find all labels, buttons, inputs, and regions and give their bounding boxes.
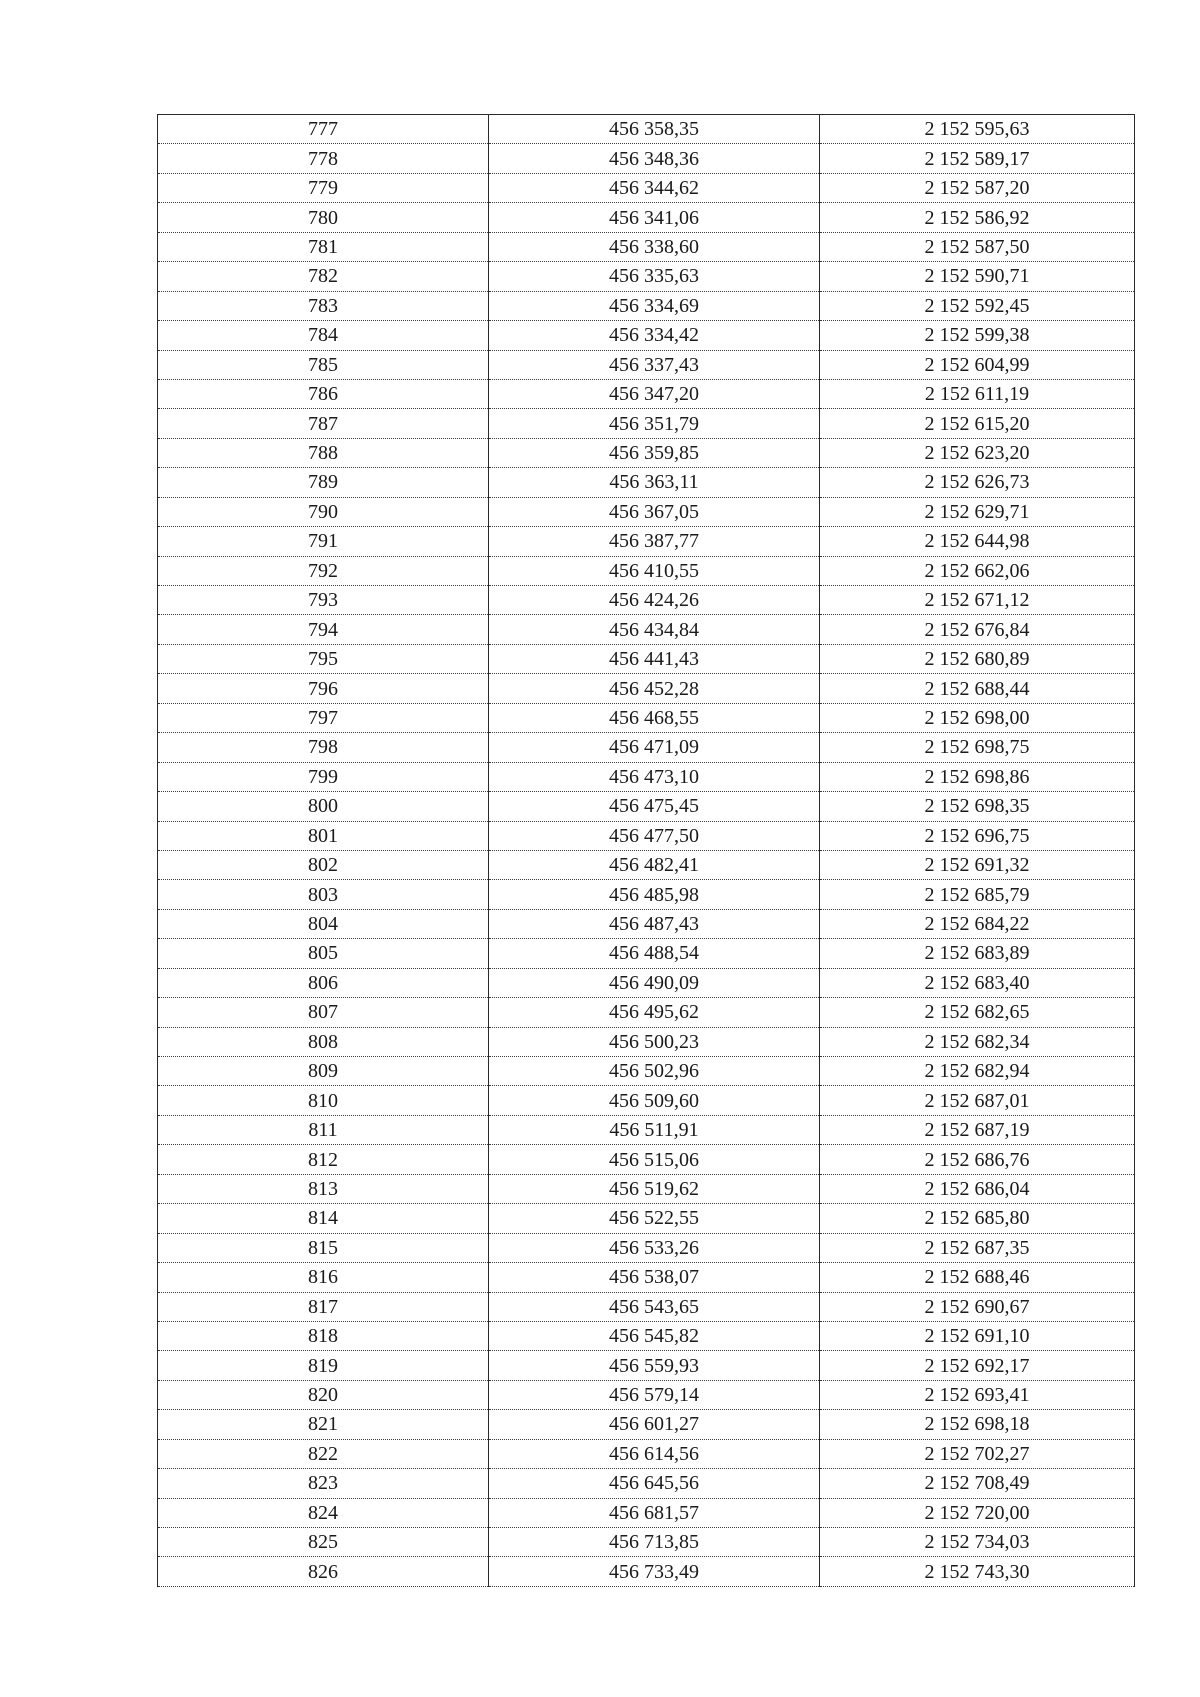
x-coordinate-cell: 456 519,62 (489, 1174, 820, 1203)
x-coordinate-cell: 456 434,84 (489, 615, 820, 644)
coordinates-table-body (158, 115, 1135, 1587)
table-row (158, 644, 1135, 673)
point-number-cell: 783 (158, 291, 489, 320)
x-coordinate-cell: 456 495,62 (489, 998, 820, 1027)
x-coordinate-cell: 456 488,54 (489, 939, 820, 968)
x-coordinate-cell: 456 351,79 (489, 409, 820, 438)
y-coordinate-cell: 2 152 626,73 (820, 468, 1135, 497)
y-coordinate-cell: 2 152 685,80 (820, 1204, 1135, 1233)
y-coordinate-cell: 2 152 708,49 (820, 1469, 1135, 1498)
x-coordinate-cell: 456 410,55 (489, 556, 820, 585)
point-number-cell: 797 (158, 703, 489, 732)
x-coordinate-cell: 456 538,07 (489, 1263, 820, 1292)
y-coordinate-cell: 2 152 698,18 (820, 1410, 1135, 1439)
y-coordinate-cell: 2 152 743,30 (820, 1557, 1135, 1586)
table-row (158, 556, 1135, 585)
point-number-cell: 819 (158, 1351, 489, 1380)
y-coordinate-cell: 2 152 683,89 (820, 939, 1135, 968)
x-coordinate-cell: 456 482,41 (489, 850, 820, 879)
point-number-cell: 780 (158, 203, 489, 232)
x-coordinate-cell: 456 533,26 (489, 1233, 820, 1262)
point-number-cell: 812 (158, 1145, 489, 1174)
y-coordinate-cell: 2 152 687,19 (820, 1115, 1135, 1144)
x-coordinate-cell: 456 477,50 (489, 821, 820, 850)
x-coordinate-cell: 456 367,05 (489, 497, 820, 526)
table-row (158, 321, 1135, 350)
point-number-cell: 794 (158, 615, 489, 644)
table-row (158, 674, 1135, 703)
x-coordinate-cell: 456 713,85 (489, 1528, 820, 1557)
x-coordinate-cell: 456 334,69 (489, 291, 820, 320)
point-number-cell: 802 (158, 850, 489, 879)
table-row (158, 1321, 1135, 1350)
table-row (158, 173, 1135, 202)
table-row (158, 880, 1135, 909)
y-coordinate-cell: 2 152 698,75 (820, 733, 1135, 762)
table-row (158, 497, 1135, 526)
point-number-cell: 805 (158, 939, 489, 968)
point-number-cell: 788 (158, 438, 489, 467)
x-coordinate-cell: 456 341,06 (489, 203, 820, 232)
point-number-cell: 796 (158, 674, 489, 703)
x-coordinate-cell: 456 502,96 (489, 1057, 820, 1086)
table-row (158, 968, 1135, 997)
x-coordinate-cell: 456 490,09 (489, 968, 820, 997)
y-coordinate-cell: 2 152 686,04 (820, 1174, 1135, 1203)
table-row (158, 1528, 1135, 1557)
y-coordinate-cell: 2 152 687,01 (820, 1086, 1135, 1115)
y-coordinate-cell: 2 152 662,06 (820, 556, 1135, 585)
coordinates-table (157, 114, 1135, 1587)
point-number-cell: 804 (158, 909, 489, 938)
point-number-cell: 820 (158, 1380, 489, 1409)
table-row (158, 1115, 1135, 1144)
y-coordinate-cell: 2 152 587,50 (820, 232, 1135, 261)
point-number-cell: 815 (158, 1233, 489, 1262)
table-row (158, 998, 1135, 1027)
table-row (158, 939, 1135, 968)
point-number-cell: 818 (158, 1321, 489, 1350)
y-coordinate-cell: 2 152 671,12 (820, 586, 1135, 615)
y-coordinate-cell: 2 152 680,89 (820, 644, 1135, 673)
table-row (158, 850, 1135, 879)
y-coordinate-cell: 2 152 604,99 (820, 350, 1135, 379)
y-coordinate-cell: 2 152 595,63 (820, 115, 1135, 144)
point-number-cell: 823 (158, 1469, 489, 1498)
y-coordinate-cell: 2 152 687,35 (820, 1233, 1135, 1262)
x-coordinate-cell: 456 335,63 (489, 262, 820, 291)
point-number-cell: 777 (158, 115, 489, 144)
table-row (158, 762, 1135, 791)
table-row (158, 703, 1135, 732)
point-number-cell: 816 (158, 1263, 489, 1292)
y-coordinate-cell: 2 152 682,34 (820, 1027, 1135, 1056)
x-coordinate-cell: 456 337,43 (489, 350, 820, 379)
x-coordinate-cell: 456 543,65 (489, 1292, 820, 1321)
table-row (158, 1263, 1135, 1292)
point-number-cell: 779 (158, 173, 489, 202)
y-coordinate-cell: 2 152 720,00 (820, 1498, 1135, 1527)
point-number-cell: 826 (308, 1560, 338, 1583)
table-row (158, 1027, 1135, 1056)
table-row (158, 232, 1135, 261)
y-coordinate-cell: 2 152 644,98 (820, 527, 1135, 556)
x-coordinate-cell: 456 475,45 (489, 792, 820, 821)
point-number-cell: 809 (158, 1057, 489, 1086)
y-coordinate-cell: 2 152 698,35 (820, 792, 1135, 821)
y-coordinate-cell: 2 152 590,71 (820, 262, 1135, 291)
point-number-cell: 806 (158, 968, 489, 997)
x-coordinate-cell: 456 334,42 (489, 321, 820, 350)
point-number-cell: 778 (158, 144, 489, 173)
point-number-cell: 801 (158, 821, 489, 850)
point-number-cell: 784 (158, 321, 489, 350)
x-coordinate-cell: 456 485,98 (489, 880, 820, 909)
table-row (158, 1498, 1135, 1527)
point-number-cell: 791 (158, 527, 489, 556)
point-number-cell: 792 (158, 556, 489, 585)
x-coordinate-cell: 456 363,11 (489, 468, 820, 497)
table-row (158, 792, 1135, 821)
x-coordinate-cell: 456 471,09 (489, 733, 820, 762)
table-row (158, 409, 1135, 438)
table-row (158, 115, 1135, 144)
x-coordinate-cell: 456 500,23 (489, 1027, 820, 1056)
table-row (158, 615, 1135, 644)
table-row (158, 527, 1135, 556)
point-number-cell: 790 (158, 497, 489, 526)
x-coordinate-cell: 456 545,82 (489, 1321, 820, 1350)
table-row (158, 1233, 1135, 1262)
table-row (158, 1204, 1135, 1233)
y-coordinate-cell: 2 152 684,22 (820, 909, 1135, 938)
point-number-cell: 782 (158, 262, 489, 291)
y-coordinate-cell: 2 152 688,46 (820, 1263, 1135, 1292)
y-coordinate-cell: 2 152 589,17 (820, 144, 1135, 173)
y-coordinate-cell: 2 152 686,76 (820, 1145, 1135, 1174)
table-row (158, 203, 1135, 232)
table-row (158, 1469, 1135, 1498)
y-coordinate-cell: 2 152 691,32 (820, 850, 1135, 879)
table-row (158, 262, 1135, 291)
y-coordinate-cell: 2 152 586,92 (820, 203, 1135, 232)
y-coordinate-cell: 2 152 734,03 (820, 1528, 1135, 1557)
table-row (158, 1086, 1135, 1115)
x-coordinate-cell: 456 468,55 (489, 703, 820, 732)
y-coordinate-cell: 2 152 615,20 (820, 409, 1135, 438)
y-coordinate-cell: 2 152 698,00 (820, 703, 1135, 732)
y-coordinate-cell: 2 152 702,27 (820, 1439, 1135, 1468)
x-coordinate-cell: 456 511,91 (489, 1115, 820, 1144)
point-number-cell: 803 (158, 880, 489, 909)
x-coordinate-cell: 456 347,20 (489, 379, 820, 408)
point-number-cell: 781 (158, 232, 489, 261)
x-coordinate-cell: 456 387,77 (489, 527, 820, 556)
table-row (158, 379, 1135, 408)
table-row (158, 586, 1135, 615)
y-coordinate-cell: 2 152 676,84 (820, 615, 1135, 644)
y-coordinate-cell: 2 152 688,44 (820, 674, 1135, 703)
x-coordinate-cell: 456 733,49 (489, 1557, 820, 1586)
y-coordinate-cell: 2 152 611,19 (820, 379, 1135, 408)
point-number-cell: 821 (158, 1410, 489, 1439)
x-coordinate-cell: 456 515,06 (489, 1145, 820, 1174)
point-number-cell: 798 (158, 733, 489, 762)
point-number-cell: 807 (158, 998, 489, 1027)
x-coordinate-cell: 456 559,93 (489, 1351, 820, 1380)
x-coordinate-cell: 456 645,56 (489, 1469, 820, 1498)
table-row (158, 1174, 1135, 1203)
table-row (158, 821, 1135, 850)
table-row (158, 1292, 1135, 1321)
y-coordinate-cell: 2 152 683,40 (820, 968, 1135, 997)
point-number-cell: 800 (158, 792, 489, 821)
y-coordinate-cell: 2 152 587,20 (820, 173, 1135, 202)
point-number-cell: 786 (158, 379, 489, 408)
table-row (158, 733, 1135, 762)
table-row (158, 468, 1135, 497)
table-row (158, 438, 1135, 467)
point-number-cell: 814 (158, 1204, 489, 1233)
y-coordinate-cell: 2 152 682,94 (820, 1057, 1135, 1086)
x-coordinate-cell: 456 359,85 (489, 438, 820, 467)
point-number-cell: 810 (158, 1086, 489, 1115)
x-coordinate-cell: 456 441,43 (489, 644, 820, 673)
point-number-cell: 799 (158, 762, 489, 791)
point-number-cell: 822 (158, 1439, 489, 1468)
y-coordinate-cell: 2 152 691,10 (820, 1321, 1135, 1350)
table-row (158, 1557, 1135, 1586)
x-coordinate-cell: 456 344,62 (489, 173, 820, 202)
point-number-cell: 825 (158, 1528, 489, 1557)
table-row (158, 909, 1135, 938)
y-coordinate-cell: 2 152 696,75 (820, 821, 1135, 850)
y-coordinate-cell: 2 152 690,67 (820, 1292, 1135, 1321)
x-coordinate-cell: 456 509,60 (489, 1086, 820, 1115)
x-coordinate-cell: 456 348,36 (489, 144, 820, 173)
point-number-cell: 813 (158, 1174, 489, 1203)
table-row (158, 1351, 1135, 1380)
y-coordinate-cell: 2 152 692,17 (820, 1351, 1135, 1380)
x-coordinate-cell: 456 338,60 (489, 232, 820, 261)
point-number-cell: 811 (158, 1115, 489, 1144)
point-number-cell: 789 (158, 468, 489, 497)
point-number-cell: 793 (158, 586, 489, 615)
point-number-cell: 785 (158, 350, 489, 379)
table-row (158, 350, 1135, 379)
table-row (158, 1145, 1135, 1174)
x-coordinate-cell: 456 452,28 (489, 674, 820, 703)
x-coordinate-cell: 456 601,27 (489, 1410, 820, 1439)
point-number-cell: 795 (158, 644, 489, 673)
x-coordinate-cell: 456 522,55 (489, 1204, 820, 1233)
point-number-cell: 817 (158, 1292, 489, 1321)
table-row (158, 1410, 1135, 1439)
y-coordinate-cell: 2 152 623,20 (820, 438, 1135, 467)
x-coordinate-cell: 456 424,26 (489, 586, 820, 615)
x-coordinate-cell: 456 681,57 (489, 1498, 820, 1527)
point-number-cell: 824 (158, 1498, 489, 1527)
y-coordinate-cell: 2 152 629,71 (820, 497, 1135, 526)
x-coordinate-cell: 456 487,43 (489, 909, 820, 938)
point-number-cell: 808 (158, 1027, 489, 1056)
x-coordinate-cell: 456 614,56 (489, 1439, 820, 1468)
x-coordinate-cell: 456 473,10 (489, 762, 820, 791)
x-coordinate-cell: 456 358,35 (489, 115, 820, 144)
y-coordinate-cell: 2 152 698,86 (820, 762, 1135, 791)
x-coordinate-cell: 456 579,14 (489, 1380, 820, 1409)
y-coordinate-cell: 2 152 685,79 (820, 880, 1135, 909)
table-row (158, 144, 1135, 173)
table-row (158, 291, 1135, 320)
y-coordinate-cell: 2 152 693,41 (820, 1380, 1135, 1409)
y-coordinate-cell: 2 152 599,38 (820, 321, 1135, 350)
y-coordinate-cell: 2 152 682,65 (820, 998, 1135, 1027)
table-row (158, 1380, 1135, 1409)
point-number-cell: 787 (158, 409, 489, 438)
y-coordinate-cell: 2 152 592,45 (820, 291, 1135, 320)
table-row (158, 1439, 1135, 1468)
table-row (158, 1057, 1135, 1086)
